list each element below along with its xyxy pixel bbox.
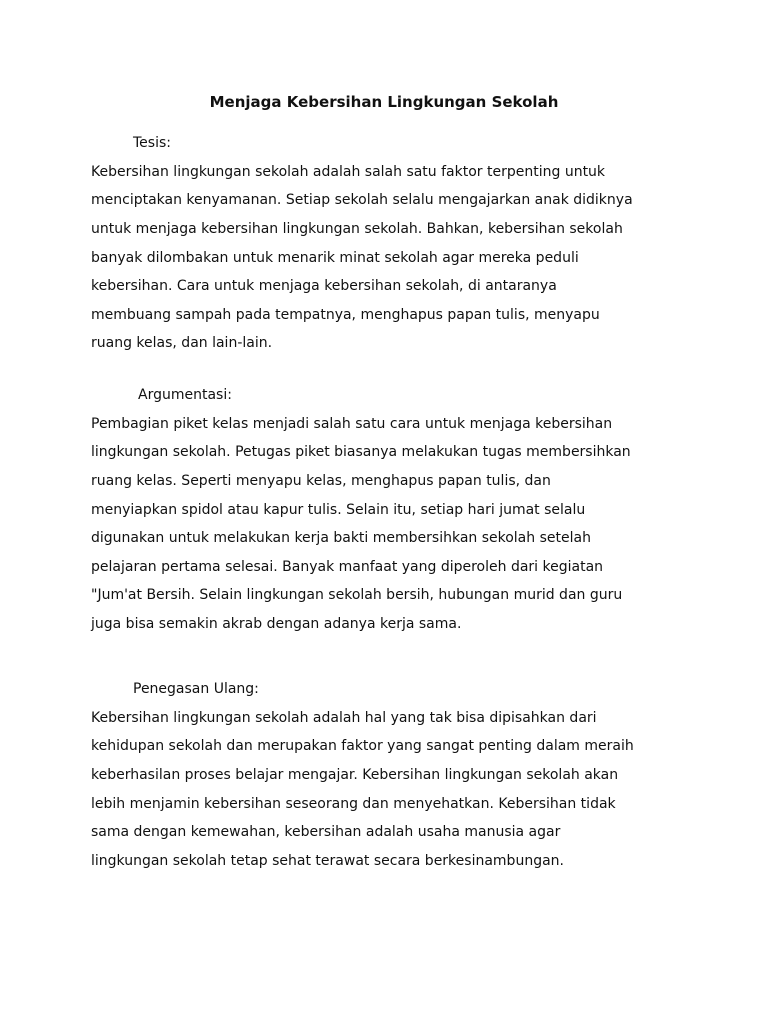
paragraph-line: kehidupan sekolah dan merupakan faktor yang sangat penting dalam meraih bbox=[91, 738, 634, 755]
paragraph-line: ruang kelas, dan lain-lain. bbox=[91, 335, 273, 352]
paragraph-line: "Jum'at Bersih. Selain lingkungan sekolah bersih, hubungan murid dan guru bbox=[91, 587, 623, 604]
paragraph-line: lingkungan sekolah. Petugas piket biasanya melakukan tugas membersihkan bbox=[91, 444, 631, 461]
section-tesis bbox=[91, 129, 711, 358]
paragraph-line: digunakan untuk melakukan kerja bakti membersihkan sekolah setelah bbox=[91, 530, 591, 547]
section-penegasan-ulang bbox=[91, 675, 711, 875]
paragraph-line: juga bisa semakin akrab dengan adanya kerja sama. bbox=[91, 615, 462, 632]
paragraph-line: keberhasilan proses belajar mengajar. Kebersihan lingkungan sekolah akan bbox=[91, 766, 619, 783]
paragraph-line: Kebersihan lingkungan sekolah adalah hal yang tak bisa dipisahkan dari bbox=[91, 709, 597, 726]
document-title: Menjaga Kebersihan Lingkungan Sekolah bbox=[209, 93, 559, 111]
paragraph-line: menyiapkan spidol atau kapur tulis. Selain itu, setiap hari jumat selalu bbox=[91, 501, 586, 518]
paragraph-line: membuang sampah pada tempatnya, menghapus papan tulis, menyapu bbox=[91, 306, 600, 323]
paragraph-line: ruang kelas. Seperti menyapu kelas, menghapus papan tulis, dan bbox=[91, 472, 551, 489]
paragraph-line: untuk menjaga kebersihan lingkungan sekolah. Bahkan, kebersihan sekolah bbox=[91, 220, 623, 237]
paragraph-line: banyak dilombakan untuk menarik minat sekolah agar mereka peduli bbox=[91, 249, 579, 266]
paragraph-line: sama dengan kemewahan, kebersihan adalah usaha manusia agar bbox=[91, 824, 561, 841]
section-argumentasi bbox=[91, 381, 711, 639]
paragraph-line: lingkungan sekolah tetap sehat terawat secara berkesinambungan. bbox=[91, 852, 564, 869]
section-heading: Argumentasi: bbox=[138, 387, 232, 403]
paragraph-line: kebersihan. Cara untuk menjaga kebersihan sekolah, di antaranya bbox=[91, 278, 557, 295]
section-heading: Penegasan Ulang: bbox=[133, 681, 259, 697]
section-heading: Tesis: bbox=[133, 135, 171, 151]
paragraph-line: menciptakan kenyamanan. Setiap sekolah selalu mengajarkan anak didiknya bbox=[91, 192, 633, 209]
paragraph-line: lebih menjamin kebersihan seseorang dan menyehatkan. Kebersihan tidak bbox=[91, 795, 616, 812]
paragraph-line: Kebersihan lingkungan sekolah adalah salah satu faktor terpenting untuk bbox=[91, 163, 606, 180]
paragraph-line: pelajaran pertama selesai. Banyak manfaat yang diperoleh dari kegiatan bbox=[91, 558, 604, 575]
paragraph-line: Pembagian piket kelas menjadi salah satu cara untuk menjaga kebersihan bbox=[91, 415, 613, 432]
